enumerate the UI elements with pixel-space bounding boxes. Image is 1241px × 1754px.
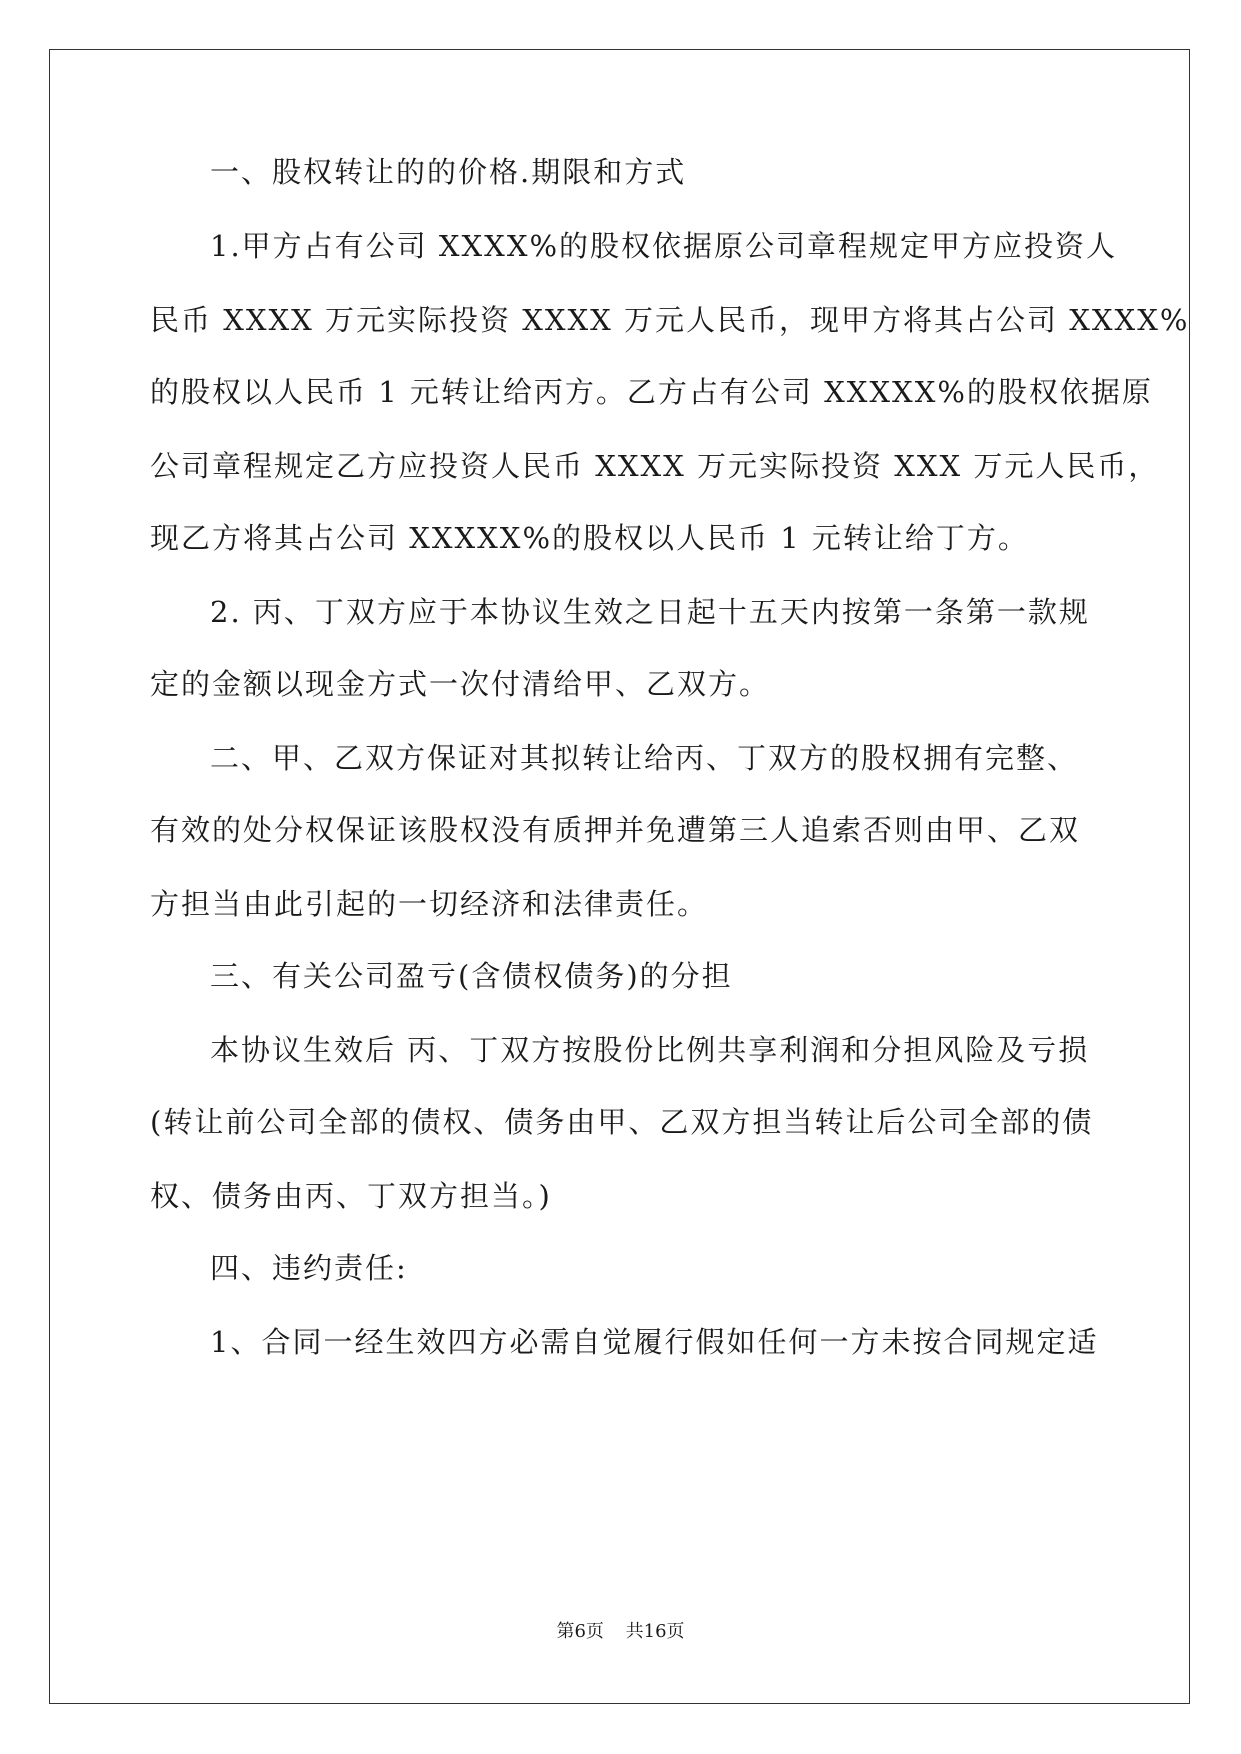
paragraph-line: 有效的处分权保证该股权没有质押并免遭第三人追索否则由甲、乙双 bbox=[150, 813, 1081, 847]
page-border bbox=[49, 49, 1190, 1704]
paragraph-line: 公司章程规定乙方应投资人民币 XXXX 万元实际投资 XXX 万元人民币， bbox=[150, 449, 1160, 483]
paragraph-line: 1.甲方占有公司 XXXX%的股权依据原公司章程规定甲方应投资人 bbox=[210, 229, 1118, 263]
section-heading-1: 一、股权转让的的价格.期限和方式 bbox=[210, 155, 687, 189]
paragraph-line: 本协议生效后 丙、丁双方按股份比例共享利润和分担风险及亏损 bbox=[210, 1033, 1090, 1067]
page-number: 第6页 bbox=[556, 1621, 604, 1642]
section-heading-4: 四、违约责任: bbox=[210, 1251, 408, 1285]
page-total: 共16页 bbox=[625, 1621, 685, 1642]
paragraph-line: 现乙方将其占公司 XXXXX%的股权以人民币 1 元转让给丁方。 bbox=[150, 521, 1029, 555]
page-footer bbox=[0, 1620, 1241, 1644]
paragraph-line: 的股权以人民币 1 元转让给丙方。乙方占有公司 XXXXX%的股权依据原 bbox=[150, 375, 1153, 409]
paragraph-line: (转让前公司全部的债权、债务由甲、乙双方担当转让后公司全部的债 bbox=[150, 1105, 1094, 1139]
paragraph-line: 民币 XXXX 万元实际投资 XXXX 万元人民币，现甲方将其占公司 XXXX% bbox=[150, 303, 1190, 337]
paragraph-line: 定的金额以现金方式一次付清给甲、乙双方。 bbox=[150, 667, 771, 701]
section-heading-3: 三、有关公司盈亏(含债权债务)的分担 bbox=[210, 959, 733, 993]
paragraph-line: 权、债务由丙、丁双方担当。) bbox=[150, 1179, 552, 1213]
section-heading-2: 二、甲、乙双方保证对其拟转让给丙、丁双方的股权拥有完整、 bbox=[210, 741, 1079, 775]
paragraph-line: 方担当由此引起的一切经济和法律责任。 bbox=[150, 887, 709, 921]
paragraph-line: 2. 丙、丁双方应于本协议生效之日起十五天内按第一条第一款规 bbox=[210, 595, 1090, 629]
paragraph-line: 1、合同一经生效四方必需自觉履行假如任何一方未按合同规定适 bbox=[210, 1325, 1099, 1359]
